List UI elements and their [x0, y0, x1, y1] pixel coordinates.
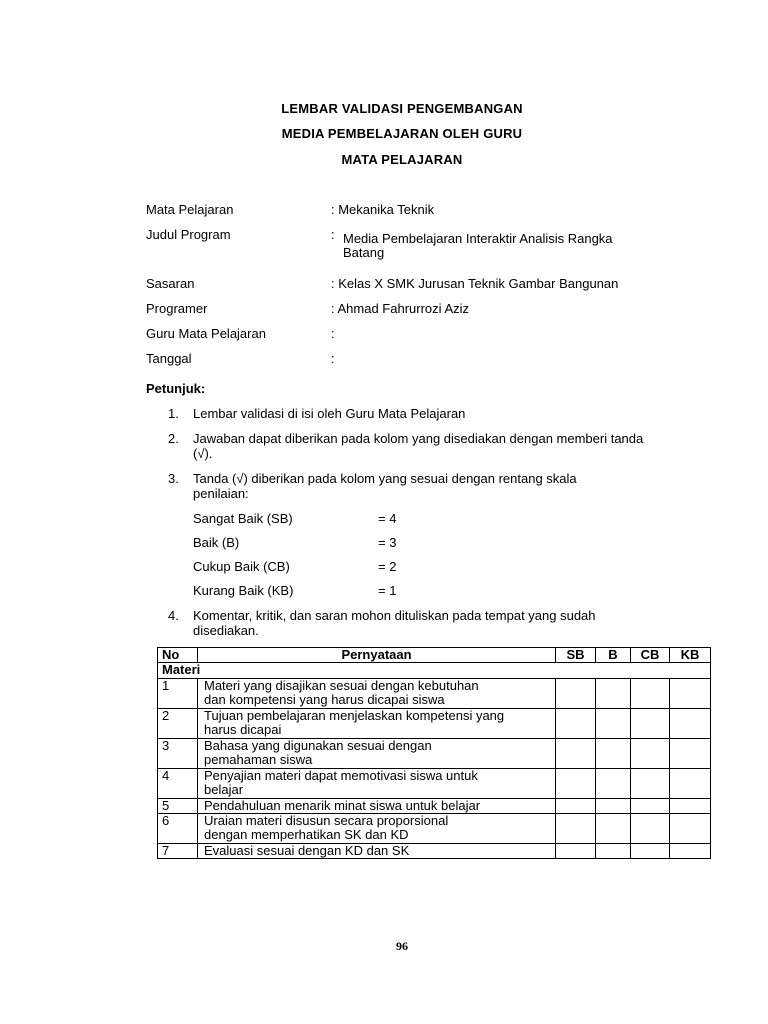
- rating-cell-cb[interactable]: [631, 799, 670, 814]
- table-header-row: [158, 648, 711, 663]
- statement-line: Pendahuluan menarik minat siswa untuk belajar: [204, 798, 481, 813]
- info-value-program-title-line-2: Batang: [343, 245, 385, 260]
- rating-cell-kb[interactable]: [670, 769, 711, 799]
- rating-cell-b[interactable]: [596, 679, 631, 709]
- table-row: [158, 769, 711, 799]
- row-number: 2: [158, 709, 198, 739]
- info-value-teacher: :: [331, 326, 335, 341]
- rating-cell-kb[interactable]: [670, 709, 711, 739]
- instruction-text: Komentar, kritik, dan saran mohon dituliskan pada tempat yang sudah disediakan.: [193, 608, 596, 638]
- rating-cell-sb[interactable]: [556, 769, 596, 799]
- table-row: [158, 709, 711, 739]
- instruction-text: Tanda (√) diberikan pada kolom yang sesuai dengan rentang skala penilaian:: [193, 471, 577, 501]
- table-row: [158, 739, 711, 769]
- scale-label: Kurang Baik (KB): [193, 583, 294, 598]
- document-title-line-3: MATA PELAJARAN: [341, 152, 463, 167]
- column-header-cb: CB: [631, 648, 670, 663]
- rating-cell-cb[interactable]: [631, 814, 670, 844]
- info-label-program-title: Judul Program: [146, 227, 231, 242]
- table-row: [158, 844, 711, 859]
- scale-value: = 3: [378, 535, 397, 550]
- info-value-date: :: [331, 351, 335, 366]
- row-number: 6: [158, 814, 198, 844]
- row-statement: [198, 739, 556, 769]
- validation-table: [157, 647, 711, 859]
- column-header-sb: SB: [556, 648, 596, 663]
- statement-line: Materi yang disajikan sesuai dengan kebutuhan: [204, 678, 479, 693]
- scale-label: Baik (B): [193, 535, 240, 550]
- rating-cell-sb[interactable]: [556, 814, 596, 844]
- scale-value: = 4: [378, 511, 397, 526]
- rating-cell-cb[interactable]: [631, 739, 670, 769]
- rating-cell-b[interactable]: [596, 709, 631, 739]
- rating-cell-kb[interactable]: [670, 844, 711, 859]
- row-statement: [198, 709, 556, 739]
- section-title: Materi: [158, 663, 711, 679]
- rating-cell-cb[interactable]: [631, 679, 670, 709]
- info-label-subject: Mata Pelajaran: [146, 202, 234, 217]
- statement-line: Tujuan pembelajaran menjelaskan kompetensi yang: [204, 708, 505, 723]
- row-number: 4: [158, 769, 198, 799]
- statement-line: Bahasa yang digunakan sesuai dengan: [204, 738, 432, 753]
- rating-cell-sb[interactable]: [556, 739, 596, 769]
- statement-line: Penyajian materi dapat memotivasi siswa untuk: [204, 768, 478, 783]
- table-row: [158, 799, 711, 814]
- statement-line: harus dicapai: [204, 722, 282, 737]
- rating-cell-b[interactable]: [596, 739, 631, 769]
- row-number: 1: [158, 679, 198, 709]
- row-number: 7: [158, 844, 198, 859]
- instruction-number: 3.: [168, 471, 179, 486]
- rating-cell-sb[interactable]: [556, 844, 596, 859]
- info-label-teacher: Guru Mata Pelajaran: [146, 326, 266, 341]
- column-header-kb: KB: [670, 648, 711, 663]
- instruction-number: 4.: [168, 608, 179, 623]
- row-statement: [198, 679, 556, 709]
- info-value-subject: : Mekanika Teknik: [331, 202, 435, 217]
- info-label-target: Sasaran: [146, 276, 195, 291]
- rating-cell-cb[interactable]: [631, 769, 670, 799]
- info-label-programmer: Programer: [146, 301, 208, 316]
- scale-label: Sangat Baik (SB): [193, 511, 293, 526]
- rating-cell-b[interactable]: [596, 814, 631, 844]
- statement-line: Uraian materi disusun secara proporsional: [204, 813, 449, 828]
- instruction-number: 2.: [168, 431, 179, 446]
- row-number: 3: [158, 739, 198, 769]
- rating-cell-b[interactable]: [596, 844, 631, 859]
- page-number: 96: [396, 939, 408, 953]
- instructions-title: Petunjuk:: [146, 381, 206, 396]
- statement-line: dan kompetensi yang harus dicapai siswa: [204, 692, 445, 707]
- rating-cell-kb[interactable]: [670, 814, 711, 844]
- instruction-number: 1.: [168, 406, 179, 421]
- rating-cell-sb[interactable]: [556, 799, 596, 814]
- statement-line: pemahaman siswa: [204, 752, 313, 767]
- info-colon-program-title: :: [331, 227, 335, 242]
- column-header-no: No: [158, 648, 198, 663]
- scale-label: Cukup Baik (CB): [193, 559, 290, 574]
- rating-cell-kb[interactable]: [670, 679, 711, 709]
- rating-cell-cb[interactable]: [631, 844, 670, 859]
- instruction-text: Jawaban dapat diberikan pada kolom yang disediakan dengan memberi tanda (√).: [193, 431, 644, 461]
- statement-line: dengan memperhatikan SK dan KD: [204, 827, 409, 842]
- scale-value: = 1: [378, 583, 397, 598]
- rating-cell-sb[interactable]: [556, 709, 596, 739]
- rating-cell-b[interactable]: [596, 799, 631, 814]
- rating-cell-cb[interactable]: [631, 709, 670, 739]
- row-statement: [198, 844, 556, 859]
- statement-line: belajar: [204, 782, 244, 797]
- row-statement: [198, 769, 556, 799]
- row-statement: [198, 814, 556, 844]
- table-row: [158, 679, 711, 709]
- rating-cell-kb[interactable]: [670, 799, 711, 814]
- instruction-text: Lembar validasi di isi oleh Guru Mata Pelajaran: [193, 406, 466, 421]
- info-label-date: Tanggal: [146, 351, 192, 366]
- info-value-program-title-line-1: Media Pembelajaran Interaktir Analisis Rangka: [343, 231, 613, 246]
- scale-value: = 2: [378, 559, 397, 574]
- document-title-line-1: LEMBAR VALIDASI PENGEMBANGAN: [281, 101, 523, 116]
- table-row: [158, 814, 711, 844]
- row-statement: [198, 799, 556, 814]
- statement-line: Evaluasi sesuai dengan KD dan SK: [204, 843, 410, 858]
- rating-cell-b[interactable]: [596, 769, 631, 799]
- rating-cell-sb[interactable]: [556, 679, 596, 709]
- table-section-row: [158, 663, 711, 679]
- info-value-target: : Kelas X SMK Jurusan Teknik Gambar Bangunan: [331, 276, 619, 291]
- rating-cell-kb[interactable]: [670, 739, 711, 769]
- row-number: 5: [158, 799, 198, 814]
- column-header-statement: Pernyataan: [198, 648, 556, 663]
- info-value-programmer: : Ahmad Fahrurrozi Aziz: [331, 301, 469, 316]
- document-title-line-2: MEDIA PEMBELAJARAN OLEH GURU: [281, 126, 523, 141]
- column-header-b: B: [596, 648, 631, 663]
